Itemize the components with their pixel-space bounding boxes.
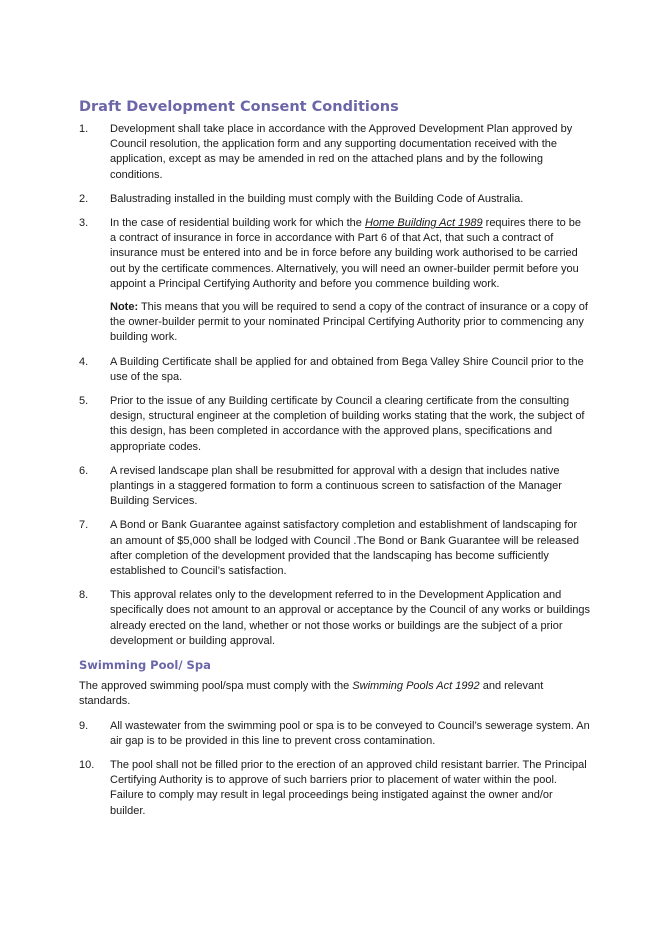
condition-text: All wastewater from the swimming pool or spa is to be conveyed to Council’s sewerage system. An air gap is to be provided in this line to prevent cross contamination. [110, 719, 590, 747]
condition-number: 7. [79, 519, 89, 532]
condition-number: 3. [79, 217, 89, 230]
condition-text: The pool shall not be filled prior to the erection of an approved child resistant barrier. The Principal Certifying Authority is to approve of such barriers prior to placement of water within the pool. Failure to comply may result in legal proceedings being instigated against the owner and/or builder. [110, 758, 587, 817]
condition-item [79, 394, 590, 455]
condition-item [79, 588, 590, 649]
condition-text: A Bond or Bank Guarantee against satisfactory completion and establishment of landscaping for an amount of $5,000 shall be lodged with Council .The Bond or Bank Guarantee will be released after completion of the development provided that the landscaping has become sufficiently established to Council’s satisfaction. [110, 519, 580, 578]
condition-text: Development shall take place in accordance with the Approved Development Plan approved by Council resolution, the application form and any supporting documentation received with the application, except as may be amended in red on the attached plans and by the following conditions. [110, 123, 573, 181]
condition-number: 4. [79, 355, 89, 368]
condition-item [79, 216, 590, 346]
condition-text [110, 216, 590, 292]
condition-text-part: In the case of residential building work for which the [110, 217, 365, 230]
condition-item [79, 122, 590, 183]
condition-number: 6. [79, 464, 89, 477]
condition-text: This approval relates only to the development referred to in the Development Application and specifically does not amount to an approval or acceptance by the Council of any works or buildings already erected on the land, whether or not those works or buildings are the subject of a prior development or building approval. [110, 589, 590, 647]
condition-item [79, 518, 590, 579]
condition-item [79, 464, 590, 510]
condition-number: 8. [79, 589, 89, 602]
pool-intro-text [79, 679, 590, 709]
intro-text-part: The approved swimming pool/spa must comply with the [79, 680, 353, 693]
condition-number: 10. [79, 758, 95, 771]
condition-text: Balustrading installed in the building must comply with the Building Code of Australia. [110, 192, 524, 205]
conditions-list [79, 122, 590, 649]
condition-number: 2. [79, 192, 89, 205]
condition-item [79, 192, 590, 207]
condition-item [79, 355, 590, 385]
intro-text-part: and relevant standards. [79, 680, 544, 708]
condition-number: 5. [79, 395, 89, 408]
page-title: Draft Development Consent Conditions [79, 99, 399, 115]
condition-number: 1. [79, 123, 89, 135]
condition-text: Prior to the issue of any Building certificate by Council a clearing certificate from the consulting design, structural engineer at the completion of building works stating that the work, the subject of this design, has been completed in accordance with the approved plans, specifications and appropriate codes. [110, 395, 585, 453]
condition-item [79, 758, 590, 819]
condition-text-part: requires there to be a contract of insurance in force in accordance with Part 6 of that Act, that such a contract of insurance must be entered into and be in force before any building work authorised to be carried out by the certificate commences. Alternatively, you will need an owner-builder permit before you appoint a Principal Certifying Authority and before you commence building work. [110, 217, 582, 290]
note-text: This means that you will be required to send a copy of the contract of insurance or a copy of the owner-builder permit to your nominated Principal Certifying Authority prior to commencing any building work. [110, 301, 588, 344]
pool-conditions-list [79, 719, 590, 819]
section-heading-swimming-pool: Swimming Pool/ Spa [79, 658, 211, 673]
condition-number: 9. [79, 719, 89, 732]
condition-text: A revised landscape plan shall be resubmitted for approval with a design that includes native plantings in a staggered formation to form a continuous screen to satisfaction of the Manager Building Services. [110, 464, 562, 508]
act-reference: Swimming Pools Act 1992 [352, 680, 480, 693]
act-reference-link[interactable]: Home Building Act 1989 [364, 217, 483, 230]
condition-text: A Building Certificate shall be applied for and obtained from Bega Valley Shire Council prior to the use of the spa. [110, 355, 584, 383]
condition-note [110, 300, 590, 346]
condition-item [79, 719, 590, 749]
note-label: Note: [110, 301, 139, 314]
